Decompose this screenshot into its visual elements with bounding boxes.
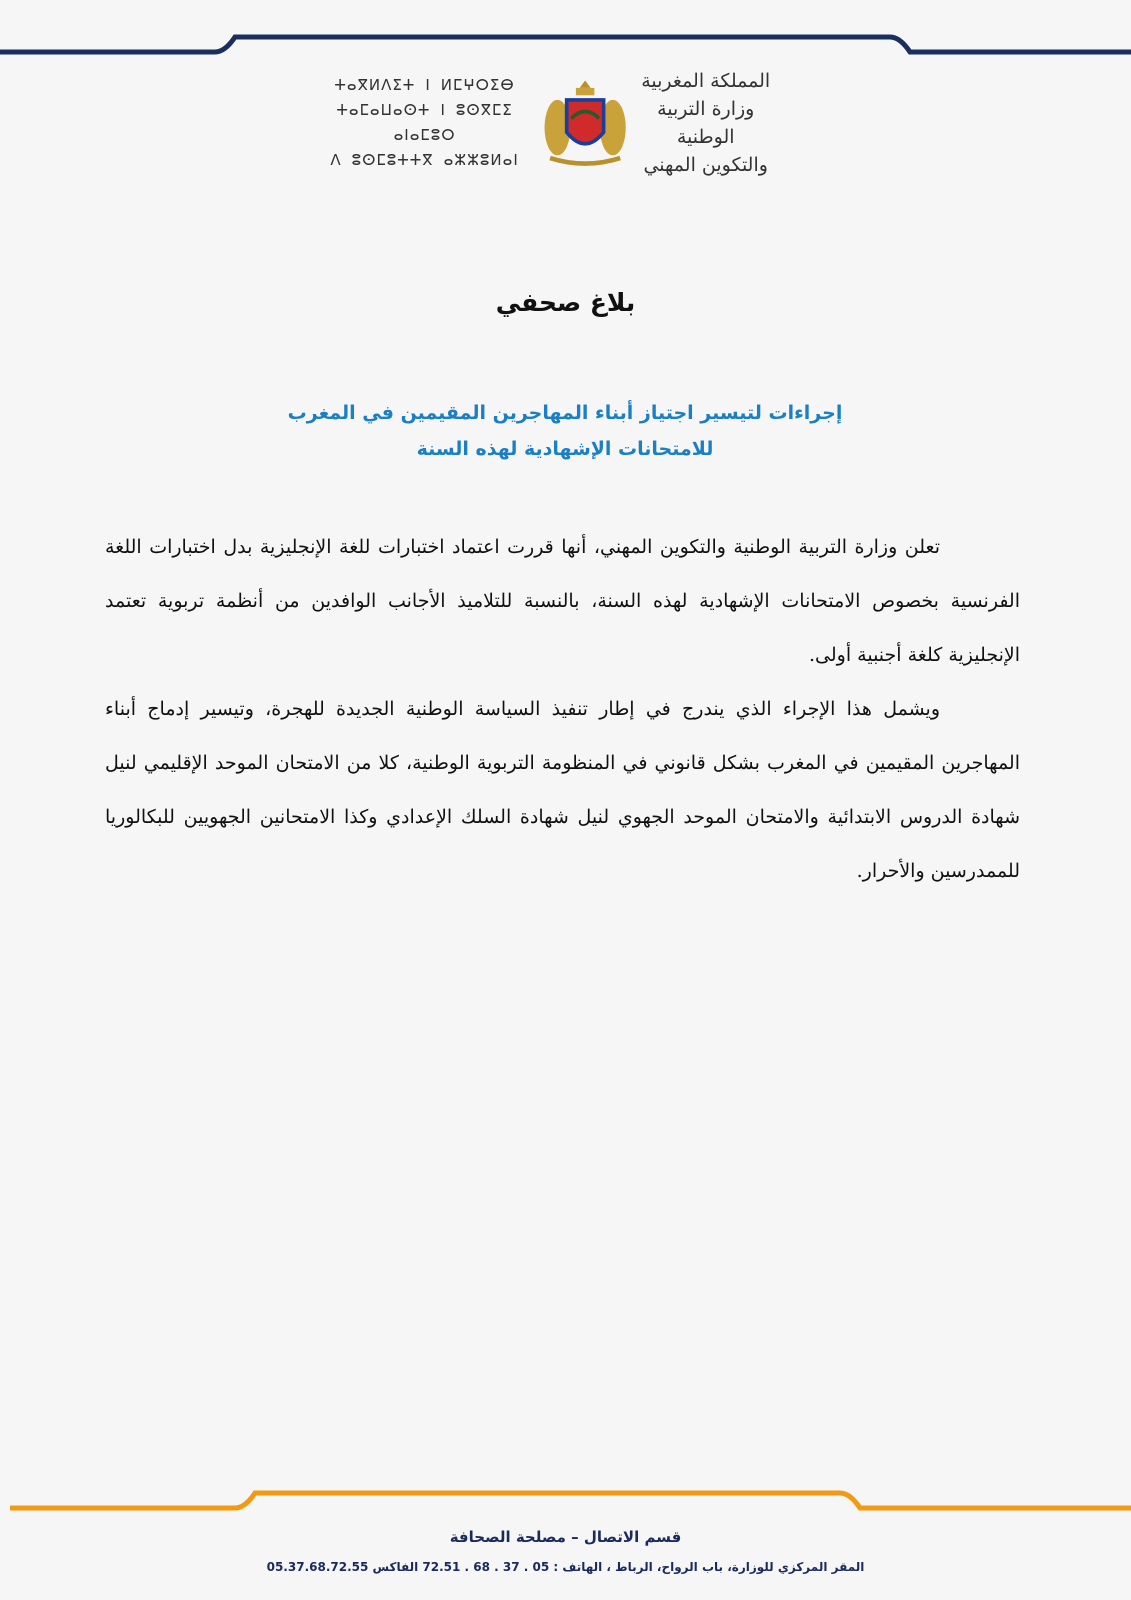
letterhead <box>310 70 780 175</box>
paragraph: ويشمل هذا الإجراء الذي يندرج في إطار تنفيذ السياسة الوطنية الجديدة للهجرة، وتيسير إدماج أبناء المهاجرين المقيمين في المغرب بشكل قانوني في المنظومة التربوية الوطنية، كلا من الامتحان الموحد الإقليمي لنيل شهادة الدروس الابتدائية والامتحان الموحد الجهوي لنيل شهادة السلك الإعدادي وكذا الامتحانين الجهويين للبكالوريا للممدرسين والأحرار. <box>105 698 1020 882</box>
arabic-ministry-name <box>631 67 780 179</box>
arabic-line: المملكة المغربية <box>641 69 771 92</box>
arabic-line: والتكوين المهني <box>643 153 768 176</box>
amazigh-line: ⵜⴰⴳⵍⴷⵉⵜ ⵏ ⵍⵎⵖⵔⵉⴱ <box>334 75 515 94</box>
subtitle-line: إجراءات لتيسير اجتياز أبناء المهاجرين المقيمين في المغرب <box>287 402 843 424</box>
top-border-line <box>0 25 1131 65</box>
subtitle-line: للامتحانات الإشهادية لهذه السنة <box>416 438 714 460</box>
amazigh-ministry-name <box>310 73 539 173</box>
coat-of-arms-icon <box>539 73 631 173</box>
amazigh-line: ⴷ ⵓⵙⵎⵓⵜⵜⴳ ⴰⵣⵣⵓⵍⴰⵏ <box>330 150 519 169</box>
amazigh-line: ⵜⴰⵎⴰⵡⴰⵙⵜ ⵏ ⵓⵙⴳⵎⵉ ⴰⵏⴰⵎⵓⵔ <box>336 100 513 144</box>
document-subtitle <box>250 395 880 467</box>
footer-address: المقر المركزي للوزارة، باب الرواح، الرباط ، الهاتف : 05 . 37 . 68 . 72.51 الفاكس 05.37.68.72.55 <box>266 1560 865 1574</box>
footer-department: قسم الاتصال – مصلحة الصحافة <box>449 1528 682 1546</box>
paragraph: تعلن وزارة التربية الوطنية والتكوين المهني، أنها قررت اعتماد اختبارات للغة الإنجليزية بدل اختبارات اللغة الفرنسية بخصوص الامتحانات الإشهادية لهذه السنة، بالنسبة للتلاميذ الأجانب الوافدين من أنظمة تربوية تعتمد الإنجليزية كلغة أجنبية أولى. <box>105 536 1020 666</box>
document-title: بلاغ صحفي <box>495 288 636 317</box>
arabic-line: وزارة التربية الوطنية <box>657 97 755 148</box>
document-body <box>105 520 1020 898</box>
bottom-border-line <box>0 1485 1131 1525</box>
